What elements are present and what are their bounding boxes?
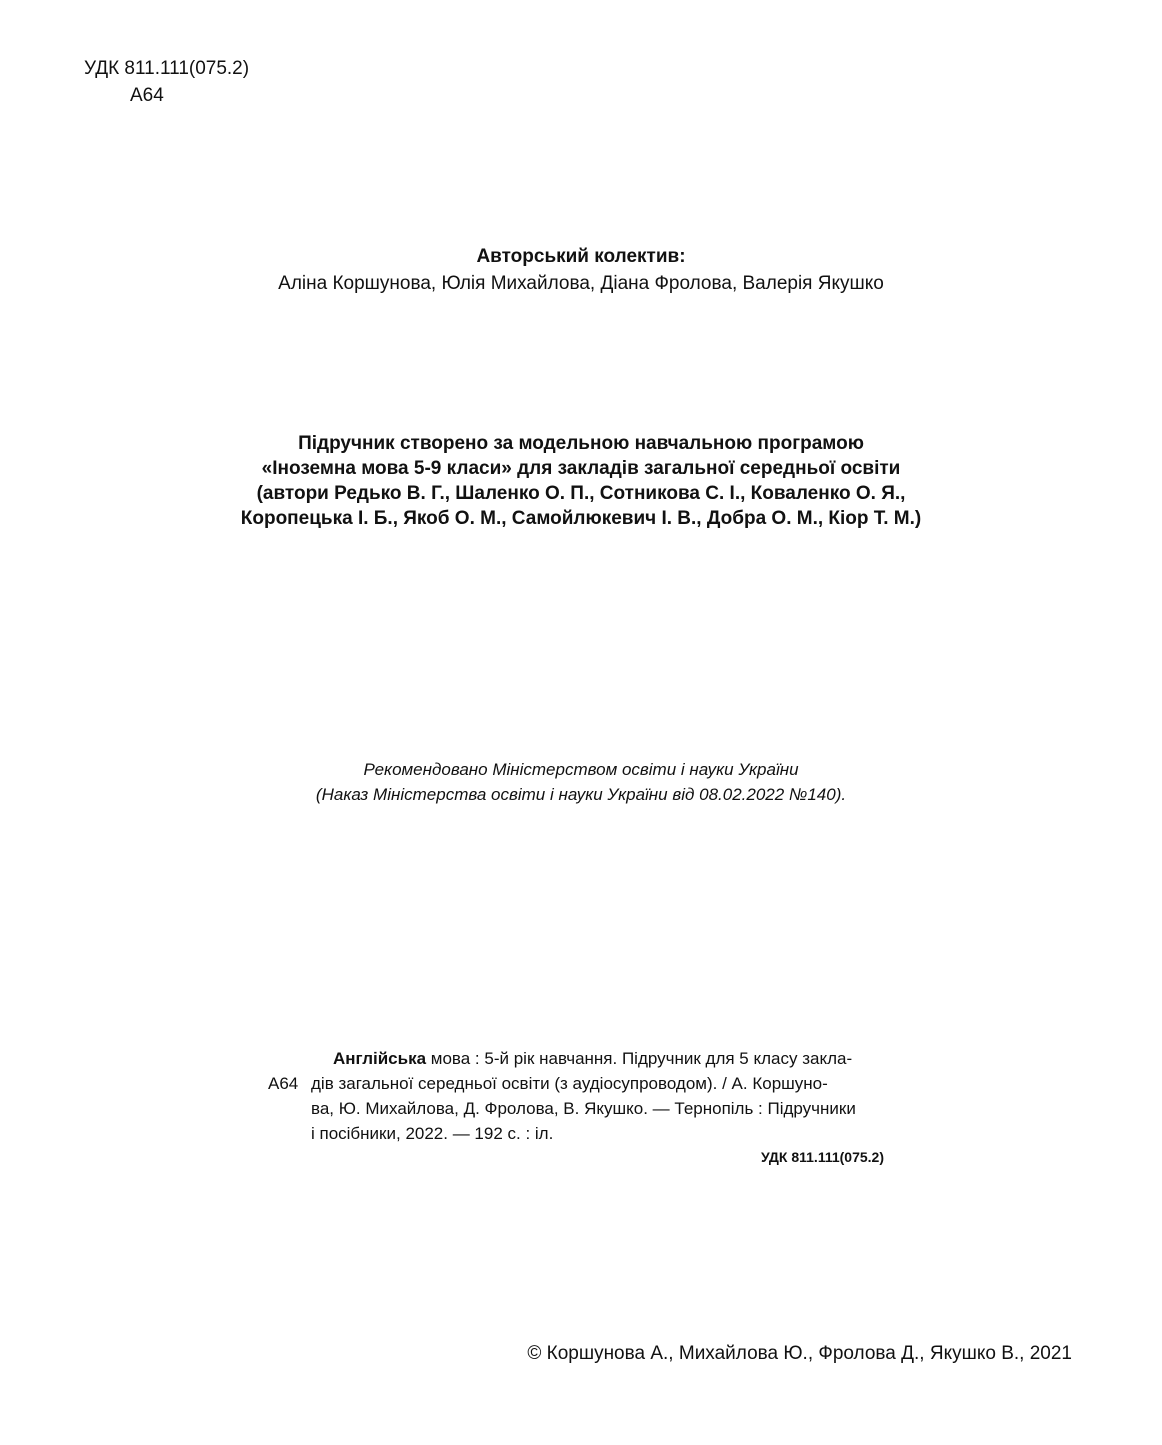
biblio-line: і посібники, 2022. — 192 с. : іл. — [311, 1124, 554, 1143]
bibliographic-record — [268, 1046, 884, 1168]
program-line: Коропецька І. Б., Якоб О. М., Самойлюкевич І. В., Добра О. М., Кіор Т. М.) — [240, 508, 922, 529]
biblio-first-line — [311, 1046, 884, 1071]
program-line: (автори Редько В. Г., Шаленко О. П., Сотникова С. І., Коваленко О. Я., — [256, 483, 906, 504]
authors-names: Аліна Коршунова, Юлія Михайлова, Діана Фролова, Валерія Якушко — [278, 273, 884, 294]
ministry-recommendation — [0, 757, 1162, 807]
authors-section — [0, 243, 1162, 297]
biblio-line: ва, Ю. Михайлова, Д. Фролова, В. Якушко. — Тернопіль : Підручники — [311, 1099, 856, 1118]
biblio-index-mark: А64 — [268, 1074, 299, 1093]
program-statement — [0, 431, 1162, 531]
author-index: А64 — [130, 85, 164, 106]
program-line: Підручник створено за модельною навчальною програмою — [298, 433, 864, 454]
biblio-udk: УДК 811.111(075.2) — [760, 1149, 884, 1165]
recommendation-line: Рекомендовано Міністерством освіти і науки України — [363, 760, 799, 779]
biblio-title-word: Англійська — [333, 1049, 427, 1068]
biblio-text — [311, 1046, 884, 1168]
biblio-first-line-rest: мова : 5-й рік навчання. Підручник для 5 класу закла- — [426, 1049, 853, 1068]
biblio-line: дів загальної середньої освіти (з аудіосупроводом). / А. Коршуно- — [311, 1074, 828, 1093]
recommendation-line: (Наказ Міністерства освіти і науки України від 08.02.2022 №140). — [315, 785, 847, 804]
copyright-notice: © Коршунова А., Михайлова Ю., Фролова Д., Якушко В., 2021 — [527, 1343, 1072, 1364]
udk-classification — [84, 55, 249, 109]
authors-heading: Авторський колектив: — [476, 246, 686, 267]
program-line: «Іноземна мова 5-9 класи» для закладів загальної середньої освіти — [261, 458, 901, 479]
udk-code: УДК 811.111(075.2) — [84, 58, 250, 79]
